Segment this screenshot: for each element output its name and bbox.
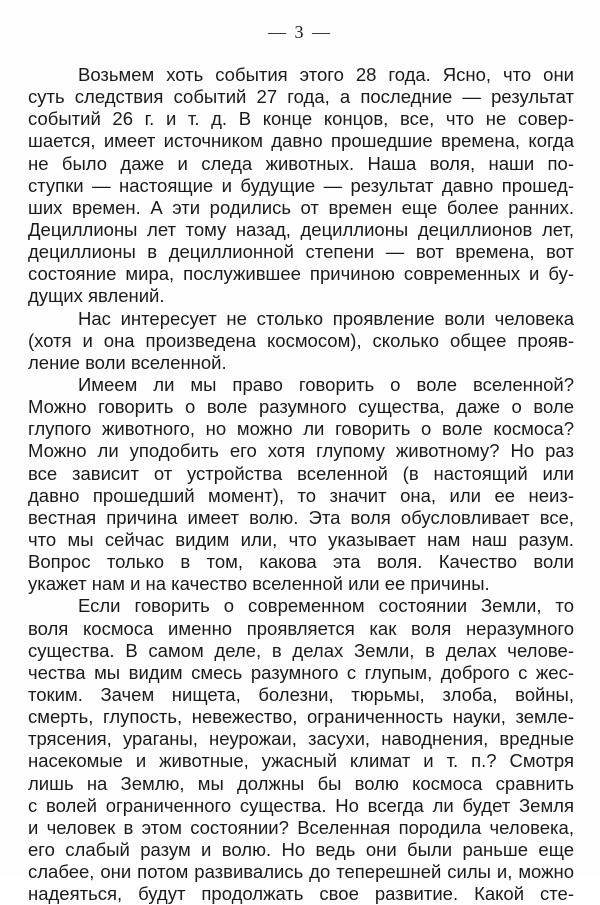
text-line: дущих явлений. [28, 285, 165, 307]
text-line: шается, имеет источником давно прошедшие времена, когда [28, 130, 574, 152]
page-number: — 3 — [268, 22, 332, 42]
text-line: трясения, ураганы, неурожаи, засухи, наводнения, вредные [28, 728, 574, 750]
text-line: слабее, они потом развивались до теперешней силы и, можно [28, 861, 574, 883]
text-line: Если говорить о современном состоянии Земли, то [78, 595, 574, 617]
text-line: давно прошедший момент), то значит она, или ее неиз- [28, 484, 574, 506]
text-line: Дециллионы лет тому назад, дециллионы дециллионов лет, [28, 218, 574, 240]
text-line: (хотя и она произведена космосом), сколько общее прояв- [28, 329, 574, 351]
paragraph-1 [28, 64, 574, 308]
text-line: событий 26 г. и т. д. В конце концов, все, что не совер- [28, 108, 574, 130]
text-line: Можно говорить о воле разумного существа, даже о воле [28, 396, 574, 418]
text-line: что мы сейчас видим или, что указывает нам наш разум. [28, 528, 574, 550]
body-text [28, 64, 574, 905]
text-line: чества мы видим смесь разумного с глупым, доброго с жес- [28, 661, 574, 683]
text-line: смерть, глупость, невежество, ограниченность науки, земле- [28, 706, 574, 728]
text-line: дециллионы в дециллионной степени — вот времена, вот [28, 241, 574, 263]
text-line: насекомые и животные, ужасный климат и т. п.? Смотря [28, 750, 574, 772]
text-line: все зависит от устройства вселенной (в настоящий или [28, 462, 574, 484]
text-line: воля космоса именно проявляется как воля неразумного [28, 617, 574, 639]
text-line: надеяться, будут продолжать свое развитие. Какой сте- [28, 883, 574, 905]
text-line: не было даже и следа животных. Наша воля, наши по- [28, 152, 574, 174]
text-line: с волей ограниченного существа. Но всегда ли будет Земля [28, 794, 574, 816]
text-line: его слабый разум и волю. Но ведь они были раньше еще [28, 838, 574, 860]
text-line: лишь на Землю, мы должны бы волю космоса сравнить [28, 772, 574, 794]
text-line: Можно ли уподобить его хотя глупому животному? Но раз [28, 440, 574, 462]
text-line: глупого животного, но можно ли говорить о воле космоса? [28, 418, 574, 440]
paragraph-2 [28, 308, 574, 374]
text-line: Вопрос только в том, какова эта воля. Качество воли [28, 551, 574, 573]
text-line: суть следствия событий 27 года, а последние — результат [28, 86, 574, 108]
text-line: состояние мира, послужившее причиною современных и бу- [28, 263, 574, 285]
text-line: и человек в этом состоянии? Вселенная породила человека, [28, 816, 574, 838]
text-line: Возьмем хоть события этого 28 года. Ясно, что они [78, 64, 574, 85]
text-line: Нас интересует не столько проявление воли человека [78, 307, 574, 329]
text-line: ление воли вселенной. [28, 351, 227, 373]
text-line: ших времен. А эти родились от времен еще более ранних. [28, 196, 574, 218]
text-line: вестная причина имеет волю. Эта воля обусловливает все, [28, 506, 574, 528]
text-line: ступки — настоящие и будущие — результат давно прошед- [28, 174, 574, 196]
paragraph-4 [28, 595, 574, 905]
text-line: укажет нам и на качество вселенной или ее причины. [28, 573, 490, 595]
text-line: существа. В самом деле, в делах Земли, в делах челове- [28, 639, 574, 661]
text-line: токим. Зачем нищета, болезни, тюрьмы, злоба, войны, [28, 683, 574, 705]
text-line: Имеем ли мы право говорить о воле вселенной? [78, 373, 574, 395]
paragraph-3 [28, 374, 574, 595]
